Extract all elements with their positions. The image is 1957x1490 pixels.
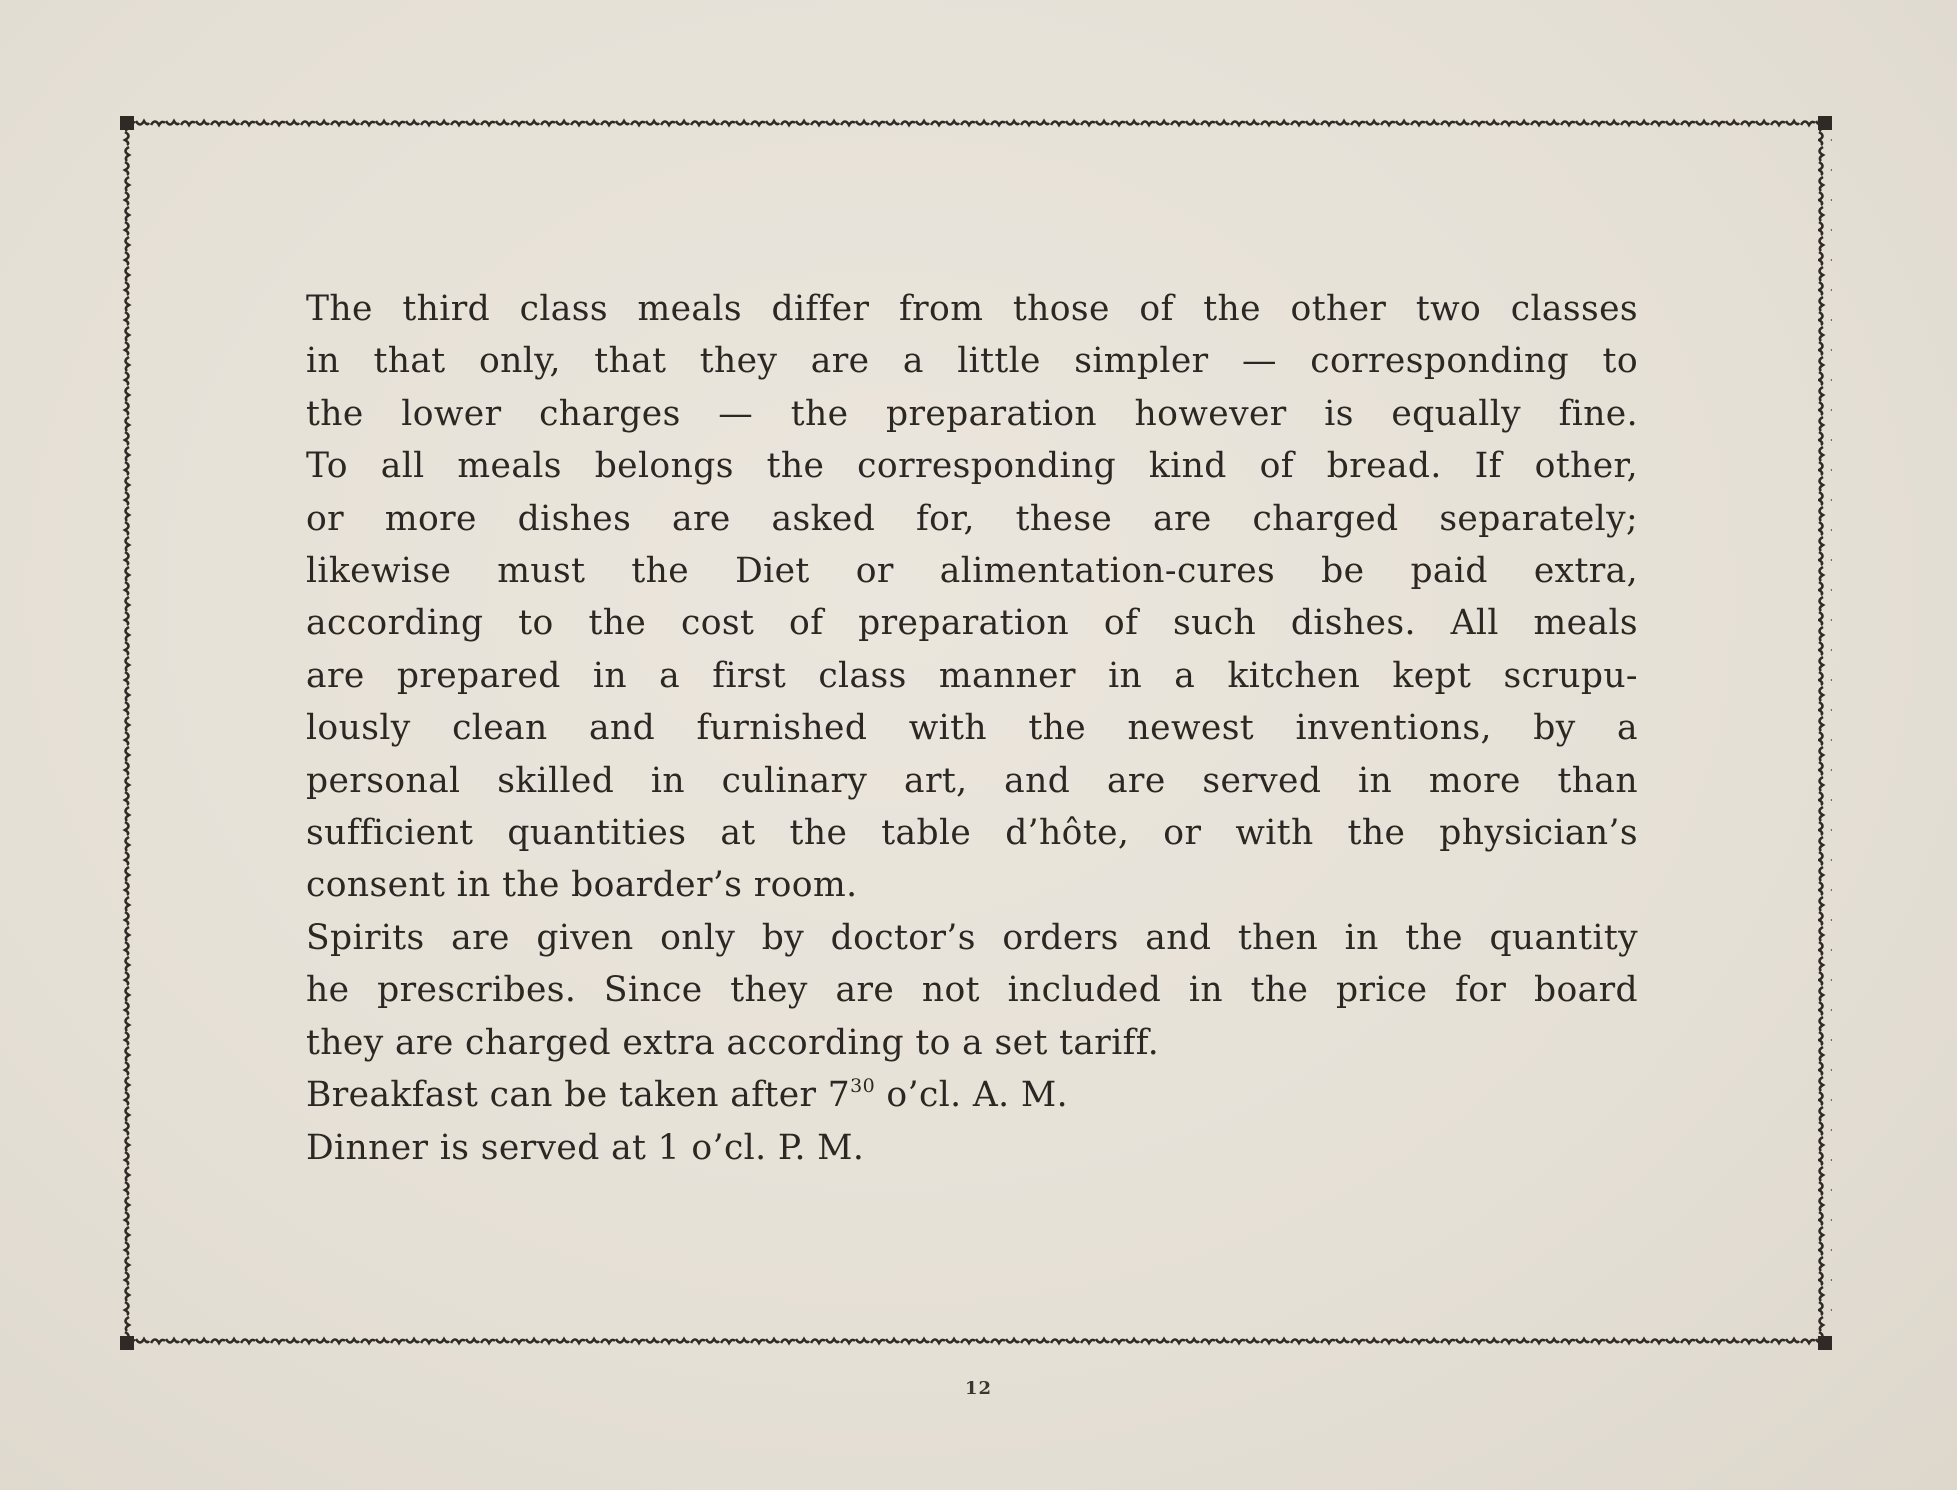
text-line: the lower charges — the preparation however is equally fine. xyxy=(306,393,1638,434)
text-line: are prepared in a first class manner in a kitchen kept scrupu- xyxy=(306,655,1638,696)
text-line: personal skilled in culinary art, and are served in more than xyxy=(306,760,1638,801)
breakfast-text: Breakfast can be taken after 7 xyxy=(306,1075,851,1116)
text-line: according to the cost of preparation of such dishes. All meals xyxy=(306,603,1638,644)
text-line: consent in the boarder’s room. xyxy=(306,865,858,906)
text-line: lously clean and furnished with the newest inventions, by a xyxy=(306,708,1638,749)
text-line: The third class meals differ from those of the other two classes xyxy=(306,289,1638,329)
breakfast-text-end: o’cl. A. M. xyxy=(875,1075,1068,1116)
body-text xyxy=(306,283,1638,1174)
text-line: likewise must the Diet or alimentation-cures be paid extra, xyxy=(306,551,1638,592)
dinner-line: Dinner is served at 1 o’cl. P. M. xyxy=(306,1127,865,1168)
text-line: Spirits are given only by doctor’s orders and then in the quantity xyxy=(306,917,1638,958)
breakfast-line xyxy=(306,1069,1638,1121)
text-line: or more dishes are asked for, these are charged separately; xyxy=(306,498,1638,539)
text-line: sufficient quantities at the table d’hôte, or with the physician’s xyxy=(306,813,1638,854)
text-line: they are charged extra according to a set tariff. xyxy=(306,1022,1160,1063)
page-number: 12 xyxy=(964,1378,993,1399)
text-line: in that only, that they are a little simpler — corresponding to xyxy=(306,341,1638,382)
breakfast-minutes: 30 xyxy=(850,1074,876,1097)
text-line: he prescribes. Since they are not included in the price for board xyxy=(306,970,1638,1011)
text-line: To all meals belongs the corresponding kind of bread. If other, xyxy=(306,446,1638,487)
